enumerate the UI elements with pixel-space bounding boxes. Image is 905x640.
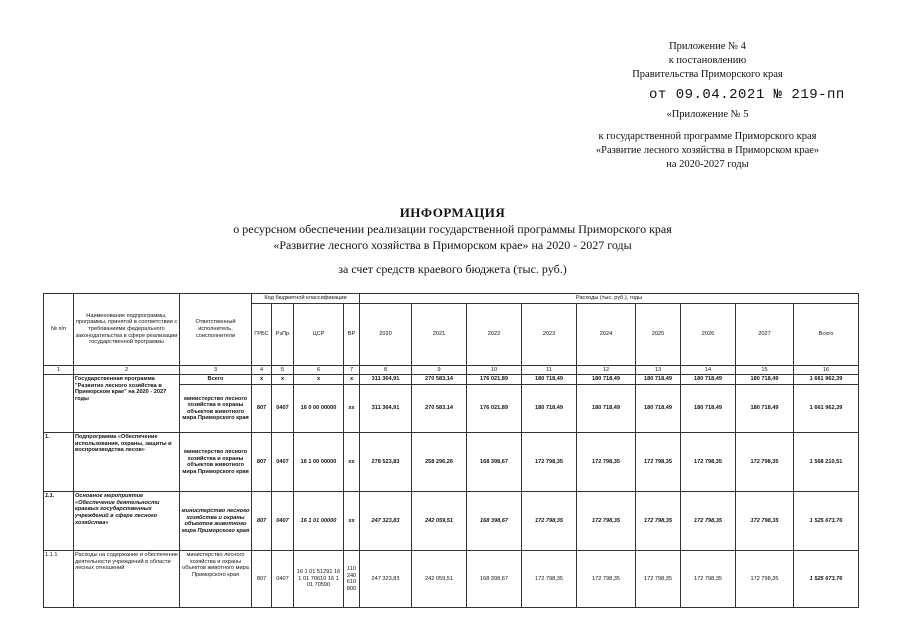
row-value: 172 798,35 xyxy=(577,551,636,608)
row-value: 172 798,35 xyxy=(636,433,681,492)
row-value: 176 021,89 xyxy=(467,385,522,433)
col-header-code: Код бюджетной классификации xyxy=(252,294,360,304)
col-header-total: Всего xyxy=(794,303,859,365)
row-csr: 16 1 01 00000 xyxy=(294,492,344,551)
col-number: 14 xyxy=(681,365,736,375)
row-csr: 16 1 00 00000 xyxy=(294,433,344,492)
row-vr: хх xyxy=(344,385,360,433)
row-resp: министерство лесного хозяйства и охраны объектов животного мира Приморского края xyxy=(180,433,252,492)
col-number: 11 xyxy=(522,365,577,375)
row-value: 180 718,49 xyxy=(736,375,794,385)
row-rzpr: 0407 xyxy=(272,492,294,551)
row-vr: хх xyxy=(344,433,360,492)
row-value: 172 798,35 xyxy=(736,551,794,608)
row-grbs: 807 xyxy=(252,433,272,492)
row-value: 168 398,67 xyxy=(467,433,522,492)
header-line: «Развитие лесного хозяйства в Приморском крае» xyxy=(595,145,820,156)
row-number: 1.1. xyxy=(44,492,74,551)
row-name: Расходы на содержание и обеспечение деятельности учреждений в области лесных отношений xyxy=(74,551,180,608)
col-number: 12 xyxy=(577,365,636,375)
row-value: 270 583,14 xyxy=(412,385,467,433)
row-value: 311 364,91 xyxy=(360,385,412,433)
col-number: 5 xyxy=(272,365,294,375)
col-number: 7 xyxy=(344,365,360,375)
header-line: к государственной программе Приморского края xyxy=(598,131,817,142)
row-value: 172 798,35 xyxy=(681,551,736,608)
table-row xyxy=(44,433,859,492)
row-value: 180 718,49 xyxy=(577,385,636,433)
row-number: 1.1.1 xyxy=(44,551,74,608)
row-grbs: х xyxy=(252,375,272,385)
col-header-exp: Расходы (тыс. руб.), годы xyxy=(360,294,859,304)
row-rzpr: 0407 xyxy=(272,551,294,608)
row-value: 172 798,35 xyxy=(522,551,577,608)
col-number: 8 xyxy=(360,365,412,375)
column-number-row xyxy=(44,365,859,375)
appendix-header xyxy=(560,40,855,82)
row-name: Подпрограмма «Обеспечение использования, охраны, защиты и воспроизводства лесов» xyxy=(74,433,180,492)
document-subtitle: о ресурсном обеспечении реализации государственной программы Приморского края xyxy=(233,222,672,236)
col-header-year: 2024 xyxy=(577,303,636,365)
row-value: 180 718,49 xyxy=(736,385,794,433)
header-line: к постановлению xyxy=(668,55,747,66)
col-header-name: Наименование подпрограммы, программы, принятой в соответствии с требованиями федерального законодательства в сфере реализации государственной программы xyxy=(74,294,180,366)
col-number: 15 xyxy=(736,365,794,375)
col-header-year: 2026 xyxy=(681,303,736,365)
row-csr: х xyxy=(294,375,344,385)
row-value: 180 718,49 xyxy=(636,385,681,433)
row-value: 176 021,89 xyxy=(467,375,522,385)
row-value: 180 718,49 xyxy=(681,375,736,385)
col-number: 16 xyxy=(794,365,859,375)
row-value: 168 398,67 xyxy=(467,551,522,608)
row-csr: 16 1 01 51291 16 1 01 70610 16 1 01 70590 xyxy=(294,551,344,608)
row-value: 180 718,49 xyxy=(522,385,577,433)
row-value: 172 798,35 xyxy=(577,492,636,551)
col-header-year: 2023 xyxy=(522,303,577,365)
row-value: 172 798,35 xyxy=(736,433,794,492)
table-row xyxy=(44,375,859,385)
row-number: 1. xyxy=(44,433,74,492)
row-total: 1 525 673,76 xyxy=(794,551,859,608)
col-number: 6 xyxy=(294,365,344,375)
col-header-csr: ЦСР xyxy=(294,303,344,365)
row-value: 172 798,35 xyxy=(522,492,577,551)
row-resp: Всего xyxy=(180,375,252,385)
col-number: 2 xyxy=(74,365,180,375)
row-value: 172 798,35 xyxy=(681,492,736,551)
row-value: 242 059,51 xyxy=(412,492,467,551)
row-grbs: 807 xyxy=(252,492,272,551)
row-value: 180 718,49 xyxy=(522,375,577,385)
row-value: 172 798,35 xyxy=(577,433,636,492)
row-rzpr: 0407 xyxy=(272,433,294,492)
row-resp: министерство лесного хозяйства и охраны объектов животного мира Приморского края xyxy=(180,385,252,433)
col-number: 1 xyxy=(44,365,74,375)
row-value: 247 323,83 xyxy=(360,492,412,551)
row-value: 180 718,49 xyxy=(577,375,636,385)
header-line: на 2020-2027 годы xyxy=(666,159,749,170)
col-header-year: 2025 xyxy=(636,303,681,365)
header-line: «Приложение № 5 xyxy=(666,109,749,120)
row-value: 247 323,83 xyxy=(360,551,412,608)
col-header-grbs: ГРБС xyxy=(252,303,272,365)
table-row xyxy=(44,492,859,551)
col-number: 3 xyxy=(180,365,252,375)
col-number: 13 xyxy=(636,365,681,375)
row-total: 1 525 673,76 xyxy=(794,492,859,551)
col-header-no: № п/п xyxy=(44,294,74,366)
col-header-rzpr: РзПр xyxy=(272,303,294,365)
row-value: 172 798,35 xyxy=(636,492,681,551)
row-value: 172 798,35 xyxy=(681,433,736,492)
row-name: Основное мероприятие «Обеспечение деятельности краевых государственных учреждений в сфере лесного хозяйства» xyxy=(74,492,180,551)
row-rzpr: х xyxy=(272,375,294,385)
col-header-vr: ВР xyxy=(344,303,360,365)
row-value: 242 059,51 xyxy=(412,551,467,608)
document-title: ИНФОРМАЦИЯ xyxy=(399,205,506,220)
row-vr: 110 240 610 800 xyxy=(344,551,360,608)
row-value: 172 798,35 xyxy=(736,492,794,551)
col-header-year: 2020 xyxy=(360,303,412,365)
row-value: 180 718,49 xyxy=(636,375,681,385)
row-total: 1 661 962,39 xyxy=(794,385,859,433)
row-total: 1 661 962,39 xyxy=(794,375,859,385)
row-name: Государственная программа "Развитие лесного хозяйства в Приморском крае" на 2020 - 2027 годы xyxy=(74,375,180,433)
document-subtitle: за счет средств краевого бюджета (тыс. руб.) xyxy=(338,262,567,276)
col-number: 10 xyxy=(467,365,522,375)
col-header-year: 2022 xyxy=(467,303,522,365)
row-grbs: 807 xyxy=(252,385,272,433)
row-total: 1 568 210,51 xyxy=(794,433,859,492)
row-resp: министерство лесного хозяйства и охраны объектов животного мира Приморского края xyxy=(180,492,252,551)
row-value: 168 398,67 xyxy=(467,492,522,551)
header-line: Правительства Приморского края xyxy=(632,69,783,80)
row-number xyxy=(44,375,74,433)
row-csr: 16 0 00 00000 xyxy=(294,385,344,433)
row-value: 180 718,49 xyxy=(681,385,736,433)
row-grbs: 807 xyxy=(252,551,272,608)
row-value: 172 798,35 xyxy=(522,433,577,492)
col-header-year: 2021 xyxy=(412,303,467,365)
resource-table xyxy=(43,293,859,608)
appendix-header-2 xyxy=(560,108,855,172)
row-value: 278 523,83 xyxy=(360,433,412,492)
header-line: Приложение № 4 xyxy=(669,41,746,52)
row-value: 311 364,91 xyxy=(360,375,412,385)
col-header-year: 2027 xyxy=(736,303,794,365)
col-header-resp: Ответственный исполнитель, соисполнители xyxy=(180,294,252,366)
document-subtitle: «Развитие лесного хозяйства в Приморском крае» на 2020 - 2027 годы xyxy=(273,238,632,252)
row-rzpr: 0407 xyxy=(272,385,294,433)
row-value: 258 296,26 xyxy=(412,433,467,492)
row-vr: хх xyxy=(344,492,360,551)
row-vr: х xyxy=(344,375,360,385)
row-value: 172 798,35 xyxy=(636,551,681,608)
row-value: 270 583,14 xyxy=(412,375,467,385)
col-number: 4 xyxy=(252,365,272,375)
decree-date: от 09.04.2021 № 219-пп xyxy=(649,87,845,103)
row-resp: министерство лесного хозяйства и охраны объектов животного мира Приморского края xyxy=(180,551,252,608)
col-number: 9 xyxy=(412,365,467,375)
table-row xyxy=(44,551,859,608)
